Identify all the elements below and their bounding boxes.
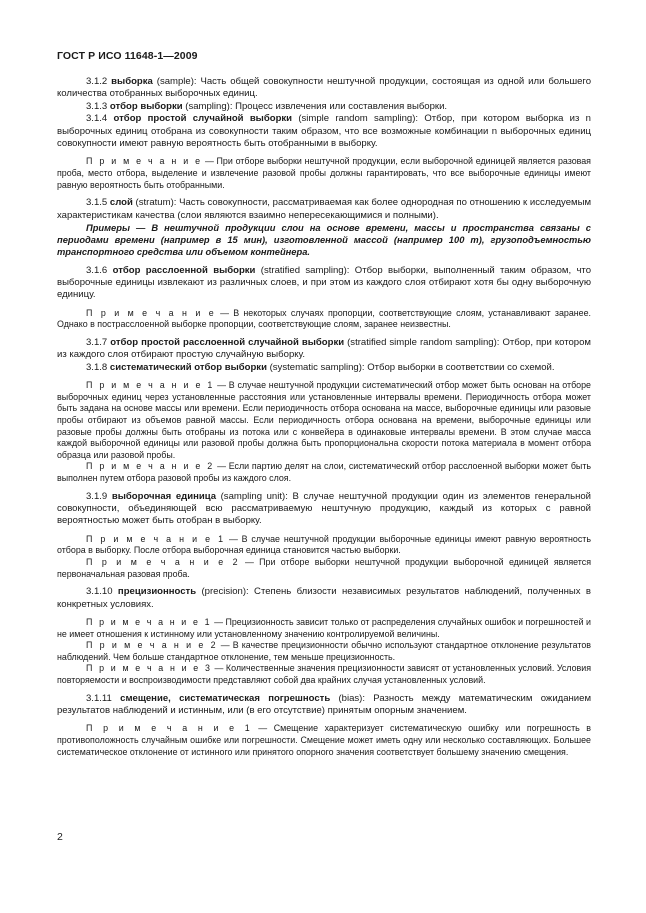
term: смещение, систематическая погрешность	[120, 692, 331, 704]
term: отбор простой расслоенной случайной выборки	[110, 337, 345, 349]
note-1: П р и м е ч а н и е 1 — В случае нештучной продукции систематический отбор может быть основан на отборе выборочных единиц через установленные расстояния или установленные интервалы времени. Периодичность отбора может быть задана на основе массы или времени. Если периодичность отбора основана на массе, выборочные единицы или разовые пробы отбирают из объемов равной массы. Если периодичность отбора основана на времени, выборочные единицы или разовые пробы должны быть отобраны из потока или с конвейера в одинаковые интервалы времени. В этом случае масса каждой выборочной единицы или разовой пробы должна быть пропорциональна скорости потока материала в момент отбора образца или разовой пробы.	[57, 380, 591, 460]
definition-3-1-7: 3.1.7 отбор простой расслоенной случайной выборки (stratified simple random sampling): Отбор, при котором из каждого слоя отбирают простую случайную выборку.	[57, 337, 591, 361]
note: П р и м е ч а н и е — В некоторых случаях пропорции, соответствующие слоям, устанавливают заранее. Однако в пострасслоенной выборке пропорции, соответствующие слоям, заранее неизвестны.	[57, 307, 591, 330]
definition-3-1-4: 3.1.4 отбор простой случайной выборки (simple random sampling): Отбор, при котором выборка из n выборочных единиц отобрана из совокупности таким образом, что все возможные комбинации n выборочных единиц совокупности имеют равную вероятность быть отобранными в выборку.	[57, 113, 591, 150]
note: П р и м е ч а н и е — При отборе выборки нештучной продукции, если выборочной единицей является разовая проба, место отбора, выделение и извлечение разовой пробы должны гарантировать, что все выборочные единицы имеют равную вероятность быть отобранными.	[57, 156, 591, 190]
term: отбор простой случайной выборки	[113, 113, 293, 125]
term: прецизионность	[117, 586, 197, 598]
term: отбор выборки	[109, 100, 183, 112]
term: отбор расслоенной выборки	[112, 264, 256, 276]
definition-3-1-11: 3.1.11 смещение, систематическая погрешность (bias): Разность между математическим ожиданием результатов наблюдений и истинным, или (в его отсутствие) принятым опорным значением.	[57, 692, 592, 716]
definition-3-1-6: 3.1.6 отбор расслоенной выборки (stratified sampling): Отбор выборки, выполненный таким образом, что выборочные единицы извлекают из различных слоев, и при этом из каждого слоя отбирают хотя бы одну выборочную единицу.	[57, 264, 592, 301]
note-3: П р и м е ч а н и е 3 — Количественные значения прецизионности зависят от установленных условий. Условия повторяемости и воспроизводимости представляют собой два крайних случая установленных условий.	[57, 663, 592, 685]
note-2: П р и м е ч а н и е 2 — При отборе выборки нештучной продукции выборочной единицей является первоначальная разовая проба.	[57, 557, 591, 579]
note-2: П р и м е ч а н и е 2 — В качестве прецизионности обычно используют стандартное отклонение результатов наблюдений. Чем больше стандартное отклонение, тем меньше прецизионность.	[57, 640, 592, 662]
term: выборочная единица	[111, 490, 217, 502]
document-body	[57, 76, 591, 758]
definition-3-1-5: 3.1.5 слой (stratum): Часть совокупности, рассматриваемая как более однородная по отношению к исследуемым характеристикам качества (слои являются взаимно непересекающимися и полными).	[57, 197, 592, 221]
definition-3-1-9: 3.1.9 выборочная единица (sampling unit): В случае нештучной продукции один из элементов генеральной совокупности, объединяющей всю рассматриваемую нештучную продукцию, каждый из которых с равной вероятностью может быть отобран в выборку.	[57, 490, 592, 527]
note-1: П р и м е ч а н и е 1 — Прецизионность зависит только от распределения случайных ошибок и погрешностей и не имеет отношения к истинному или установленному значению контролируемой величины.	[57, 617, 592, 639]
definition-3-1-2: 3.1.2 выборка (sample): Часть общей совокупности нештучной продукции, состоящая из одной или большего количества отобранных выборочных единиц.	[57, 76, 592, 100]
note-2: П р и м е ч а н и е 2 — Если партию делят на слои, систематический отбор расслоенной выборки может быть выполнен путем отбора разовой пробы из каждого слоя.	[57, 461, 592, 484]
term: систематический отбор выборки	[109, 361, 267, 373]
examples: Примеры — В нештучной продукции слои на основе времени, массы и пространства связаны с периодами времени (например в 15 мин), изготовленной массой (например 100 т), грузоподъемностью транспортного средства или объемом контейнера.	[57, 223, 591, 258]
note-1: П р и м е ч а н и е 1 — В случае нештучной продукции выборочные единицы имеют равную вероятность отбора в выборку. После отбора выборочная единица становится частью выборки.	[57, 533, 591, 556]
term: слой	[109, 197, 133, 209]
definition-3-1-8: 3.1.8 систематический отбор выборки (systematic sampling): Отбор выборки в соответствии со схемой.	[86, 361, 555, 373]
definition-3-1-10: 3.1.10 прецизионность (precision): Степень близости независимых результатов наблюдений, полученных в конкретных условиях.	[57, 586, 592, 610]
term: выборка	[111, 76, 153, 87]
definition-3-1-3: 3.1.3 отбор выборки (sampling): Процесс извлечения или составления выборки.	[86, 100, 448, 112]
document-header: ГОСТ Р ИСО 11648-1—2009	[57, 50, 198, 62]
page-number: 2	[57, 831, 63, 843]
note-1: П р и м е ч а н и е 1 — Смещение характеризует систематическую ошибку или погрешность в противоположность случайным ошибке или погрешности. Смещение может иметь одну или несколько составляющих. Большее систематическое отклонение от истинного или принятого опорного значения соответствует большему значению смещения.	[57, 723, 591, 757]
